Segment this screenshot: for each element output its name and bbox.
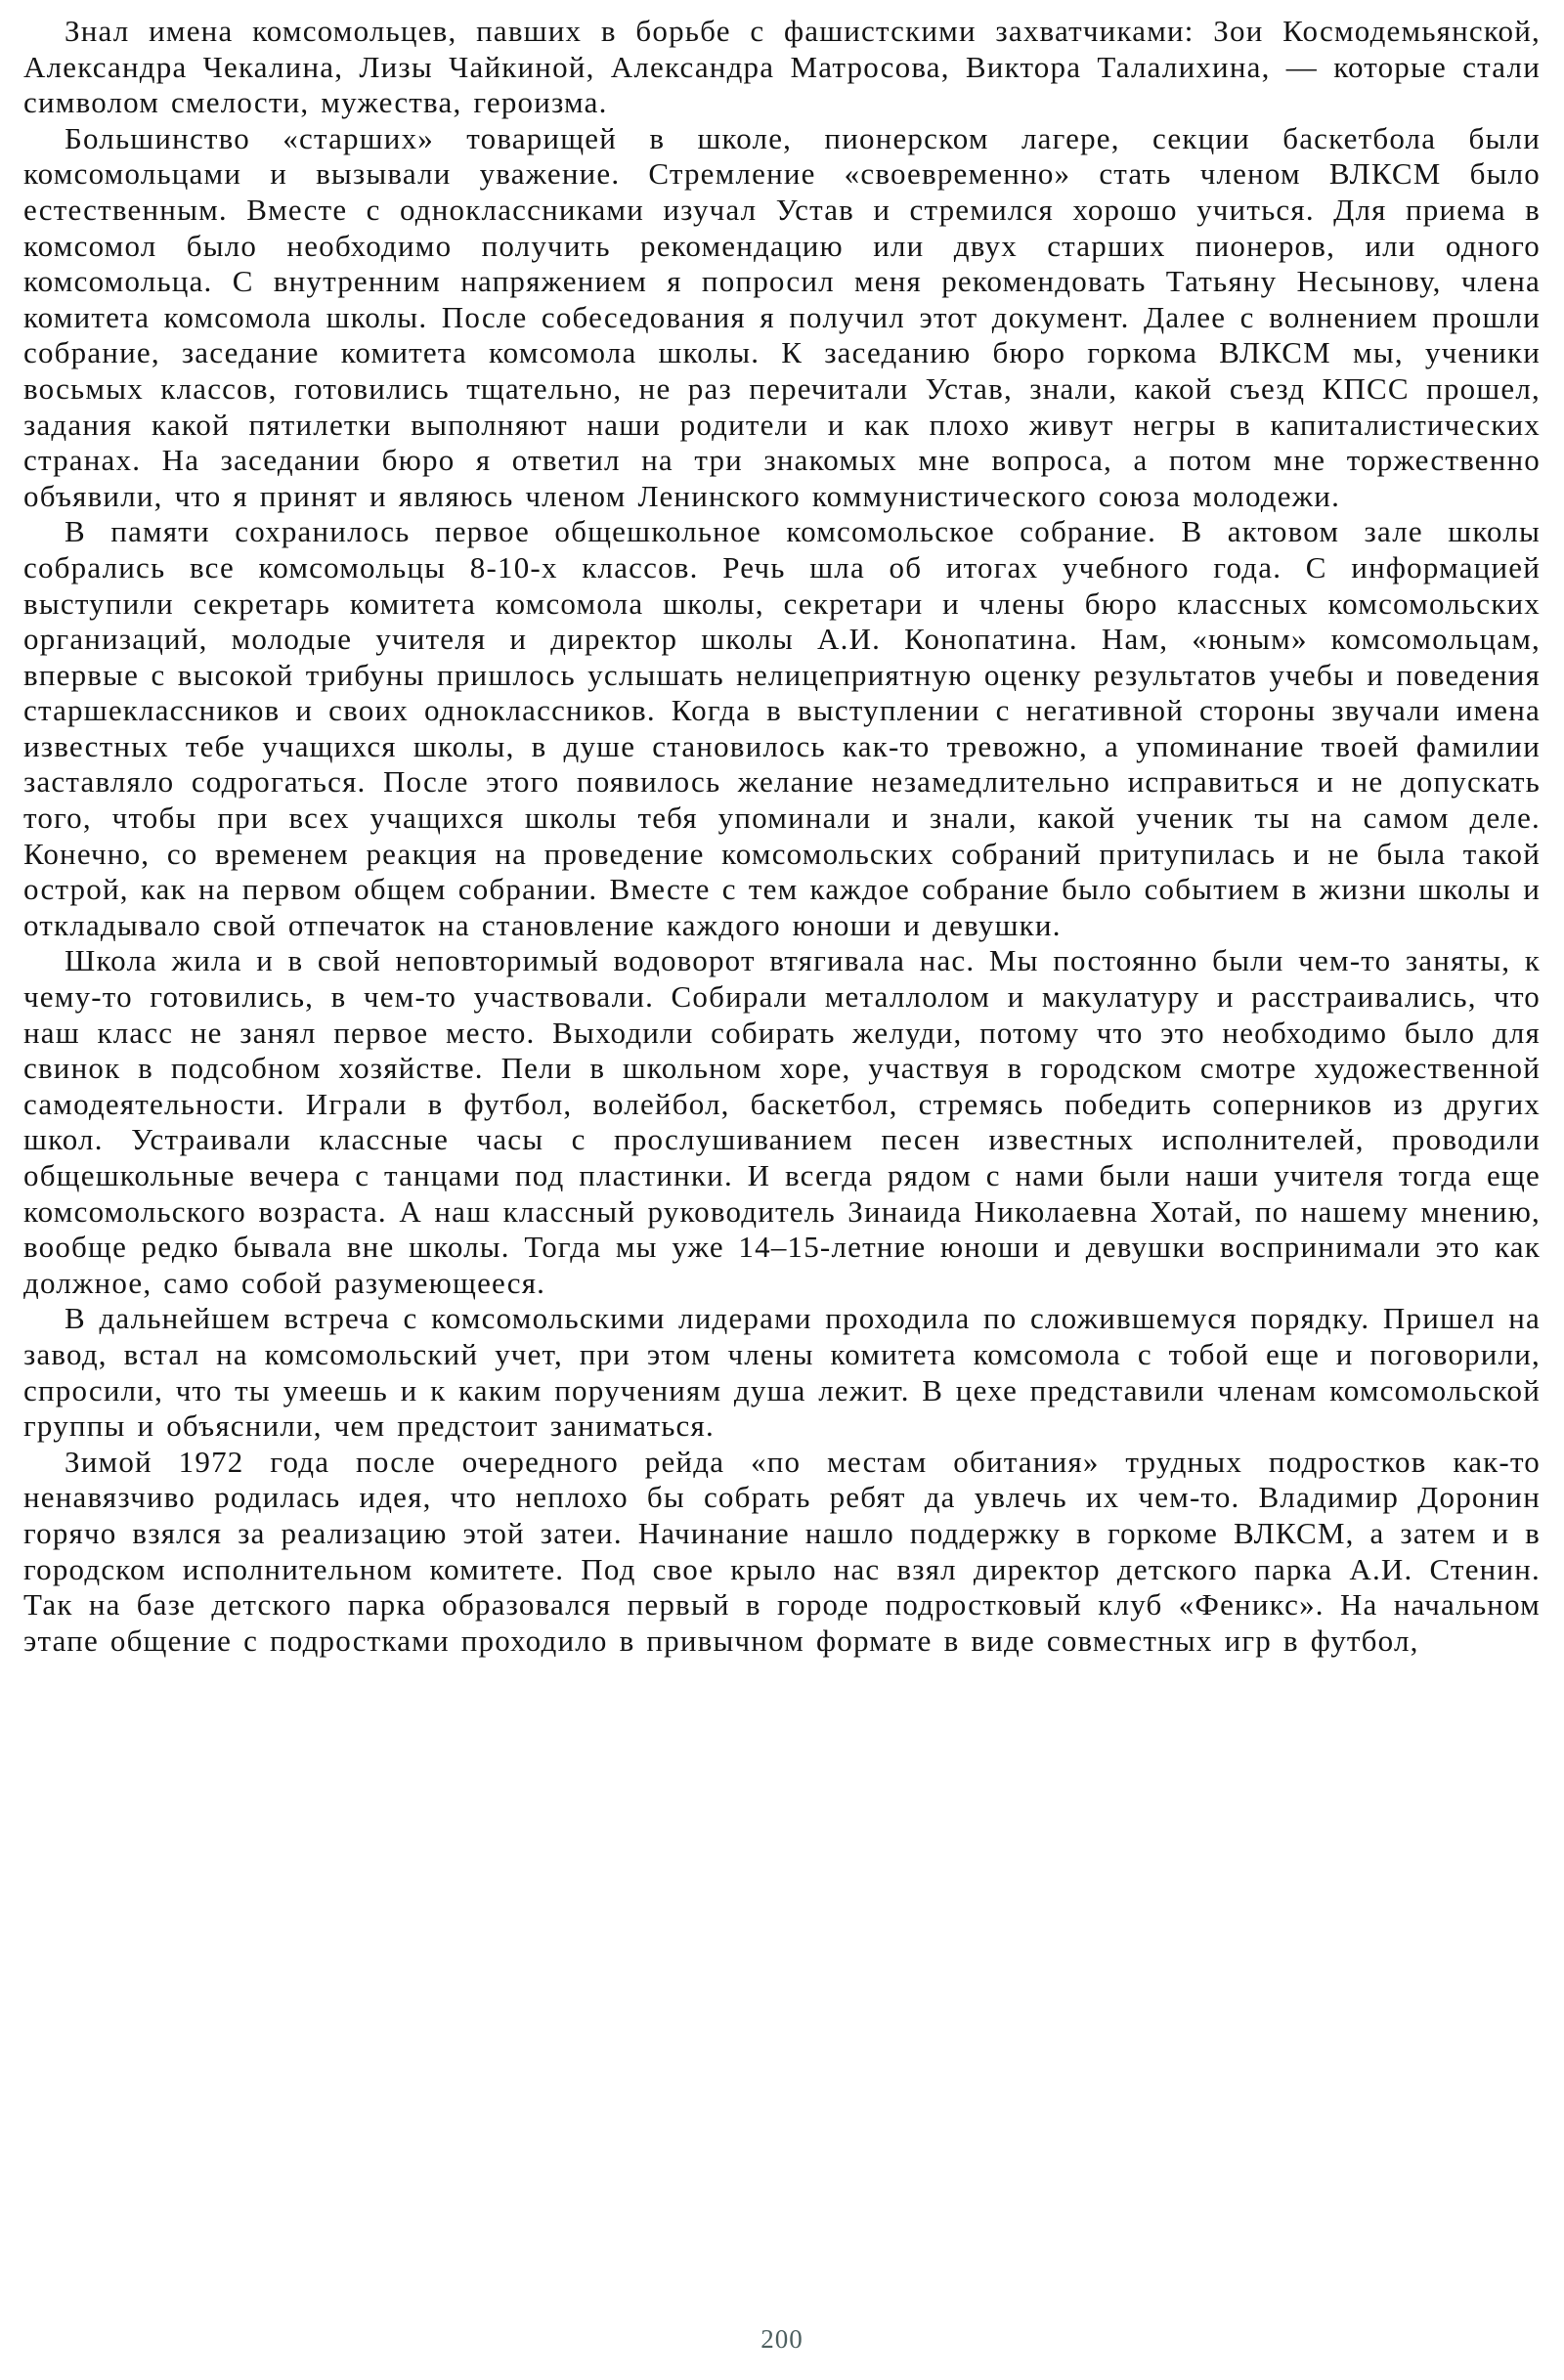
paragraph: Знал имена комсомольцев, павших в борьбе с фашистскими захватчиками: Зои Космодемьянской, Александра Чекалина, Лизы Чайкиной, Александра Матросова, Виктора Талалихина, — которые стали символом смелости, мужества, героизма. [23,14,1541,120]
page-number: 200 [760,2324,804,2354]
paragraph: Школа жила и в свой неповторимый водоворот втягивала нас. Мы постоянно были чем-то заняты, к чему-то готовились, в чем-то участвовали. Собирали металлолом и макулатуру и расстраивались, что наш класс не занял первое место. Выходили собирать желуди, потому что это необходимо было для свинок в подсобном хозяйстве. Пели в школьном хоре, участвуя в городском смотре художественной самодеятельности. Играли в футбол, волейбол, баскетбол, стремясь победить соперников из других школ. Устраивали классные часы с прослушиванием песен известных исполнителей, проводили общешкольные вечера с танцами под пластинки. И всегда рядом с нами были наши учителя тогда еще комсомольского возраста. А наш классный руководитель Зинаида Николаевна Хотай, по нашему мнению, вообще редко бывала вне школы. Тогда мы уже 14–15-летние юноши и девушки воспринимали это как должное, само собой разумеющееся. [23,943,1541,1300]
paragraph: В дальнейшем встреча с комсомольскими лидерами проходила по сложившемуся порядку. Пришел на завод, встал на комсомольский учет, при этом члены комитета комсомола с тобой еще и поговорили, спросили, что ты умеешь и к каким поручениям душа лежит. В цехе представили членам комсомольской группы и объяснили, чем предстоит заниматься. [23,1301,1541,1444]
paragraph: В памяти сохранилось первое общешкольное комсомольское собрание. В актовом зале школы собрались все комсомольцы 8-10-х классов. Речь шла об итогах учебного года. С информацией выступили секретарь комитета комсомола школы, секретари и члены бюро классных комсомольских организаций, молодые учителя и директор школы А.И. Конопатина. Нам, «юным» комсомольцам, впервые с высокой трибуны пришлось услышать нелицеприятную оценку результатов учебы и поведения старшеклассников и своих одноклассников. Когда в выступлении с негативной стороны звучали имена известных тебе учащихся школы, в душе становилось как-то тревожно, а упоминание твоей фамилии заставляло содрогаться. После этого появилось желание незамедлительно исправиться и не допускать того, чтобы при всех учащихся школы тебя упоминали и знали, какой ученик ты на самом деле. Конечно, со временем реакция на проведение комсомольских собраний притупилась и не была такой острой, как на первом общем собрании. Вместе с тем каждое собрание было событием в жизни школы и откладывало свой отпечаток на становление каждого юноши и девушки. [23,514,1541,942]
paragraph: Зимой 1972 года после очередного рейда «по местам обитания» трудных подростков как-то ненавязчиво родилась идея, что неплохо бы собрать ребят да увлечь их чем-то. Владимир Доронин горячо взялся за реализацию этой затеи. Начинание нашло поддержку в горкоме ВЛКСМ, а затем и в городском исполнительном комитете. Под свое крыло нас взял директор детского парка А.И. Стенин. Так на базе детского парка образовался первый в городе подростковый клуб «Феникс». На начальном этапе общение с подростками проходило в привычном формате в виде совместных игр в футбол, [23,1444,1541,1658]
text-block [23,14,1541,1659]
paragraph: Большинство «старших» товарищей в школе, пионерском лагере, секции баскетбола были комсомольцами и вызывали уважение. Стремление «своевременно» стать членом ВЛКСМ было естественным. Вместе с одноклассниками изучал Устав и стремился хорошо учиться. Для приема в комсомол было необходимо получить рекомендацию или двух старших пионеров, или одного комсомольца. С внутренним напряжением я попросил меня рекомендовать Татьяну Несынову, члена комитета комсомола школы. После собеседования я получил этот документ. Далее с волнением прошли собрание, заседание комитета комсомола школы. К заседанию бюро горкома ВЛКСМ мы, ученики восьмых классов, готовились тщательно, не раз перечитали Устав, знали, какой съезд КПСС прошел, задания какой пятилетки выполняют наши родители и как плохо живут негры в капиталистических странах. На заседании бюро я ответил на три знакомых мне вопроса, а потом мне торжественно объявили, что я принят и являюсь членом Ленинского коммунистического союза молодежи. [23,120,1541,513]
